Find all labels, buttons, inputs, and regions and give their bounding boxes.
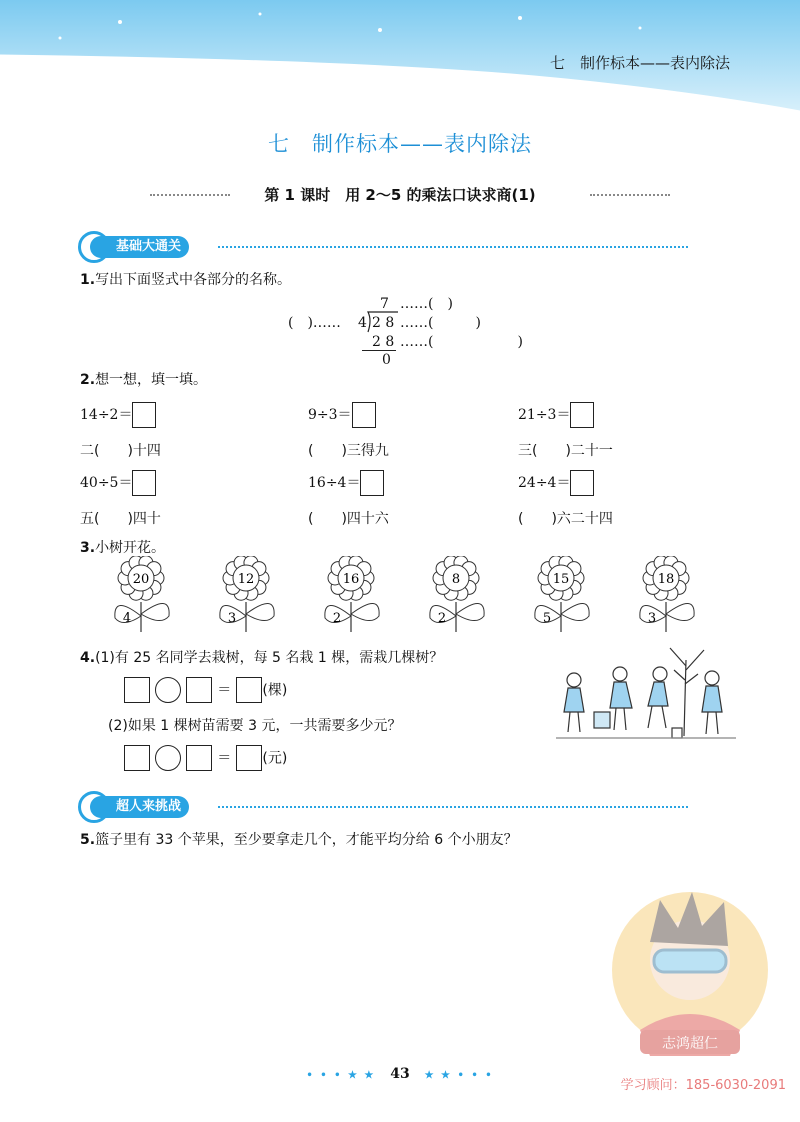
page-number: 43 (390, 1066, 410, 1082)
q2-item-2 (308, 402, 376, 428)
flower-leaf-number: 3 (647, 611, 657, 626)
q2-rhyme-4[interactable]: 五( )四十 (80, 511, 161, 527)
question-text: 写出下面竖式中各部分的名称。 (95, 272, 292, 288)
flower (430, 556, 484, 632)
flower-answer-leaf[interactable] (456, 603, 484, 620)
flower-leaf-number: 4 (122, 611, 132, 626)
answer-box[interactable] (132, 402, 156, 428)
question-number: 2. (80, 372, 96, 388)
flower (115, 556, 169, 632)
q2-item-1 (80, 402, 156, 428)
answer-box[interactable] (352, 402, 376, 428)
q2-rhyme-5[interactable]: ( )四十六 (308, 511, 389, 527)
question-number: 1. (80, 272, 96, 288)
section-basic-label: 基础大通关 (90, 236, 189, 258)
question-number: 4. (80, 650, 96, 666)
quotient: 7 (380, 296, 389, 312)
flower-leaf-number: 3 (227, 611, 237, 626)
section-basic (78, 236, 698, 258)
question-3 (80, 538, 165, 558)
advisor-contact: 学习顾问：185-6030-2091 (620, 1078, 786, 1093)
equation: 9÷3＝ (308, 407, 352, 423)
q2-rhyme-1[interactable]: 二( )十四 (80, 443, 161, 459)
question-4 (80, 648, 443, 668)
equation: 40÷5＝ (80, 475, 133, 491)
answer-box[interactable] (124, 745, 150, 771)
unit-label: (棵) (262, 682, 288, 699)
divider-right (590, 194, 670, 196)
q2-item-3 (518, 402, 594, 428)
answer-box[interactable] (236, 745, 262, 771)
equation: 14÷2＝ (80, 407, 133, 423)
mascot-stamp: 志鸿超仁 (662, 1036, 718, 1052)
divisor-label: ( )…… (288, 315, 341, 331)
question-number: 5. (80, 832, 96, 848)
q4-equation-1 (124, 677, 287, 703)
flower-center-number: 20 (132, 572, 150, 587)
flower-answer-leaf[interactable] (141, 603, 169, 620)
flower-leaf-number: 2 (332, 611, 342, 626)
stars-icon: ★ ★ • • • (424, 1070, 494, 1081)
section-challenge (78, 796, 698, 818)
flower-center-number: 12 (237, 572, 255, 587)
answer-box[interactable] (132, 470, 156, 496)
flower (640, 556, 694, 632)
question-1 (80, 270, 291, 290)
flower-leaf-number: 5 (542, 611, 552, 626)
dividend: 2 8 (372, 315, 395, 331)
flower-center-number: 18 (657, 572, 675, 587)
q4-equation-2 (124, 745, 287, 771)
section-divider (218, 246, 688, 248)
flower-answer-leaf[interactable] (666, 603, 694, 620)
quotient-label: ……( ) (400, 296, 453, 312)
question-text: 小树开花。 (95, 540, 166, 556)
unit-label: (元) (262, 750, 288, 767)
question-number: 3. (80, 540, 96, 556)
question-2 (80, 370, 207, 390)
flower (535, 556, 589, 632)
flower-answer-leaf[interactable] (561, 603, 589, 620)
q2-rhyme-3[interactable]: 三( )二十一 (518, 443, 613, 459)
remainder: 0 (382, 352, 391, 368)
chapter-title: 七 制作标本——表内除法 (268, 132, 532, 156)
q2-rhyme-6[interactable]: ( )六二十四 (518, 511, 613, 527)
chapter-tag: 七 制作标本——表内除法 (549, 54, 730, 72)
answer-box[interactable] (570, 470, 594, 496)
answer-box[interactable] (570, 402, 594, 428)
section-challenge-label: 超人来挑战 (90, 796, 189, 818)
answer-box[interactable] (124, 677, 150, 703)
answer-box[interactable] (360, 470, 384, 496)
operator-circle[interactable] (155, 745, 181, 771)
answer-box[interactable] (186, 745, 212, 771)
equals-sign: ＝ (217, 750, 232, 767)
mascot-watermark (600, 880, 780, 1070)
q2-item-4 (80, 470, 156, 496)
tree-planting-illustration (556, 640, 736, 744)
q4-part2 (108, 716, 401, 736)
equals-sign: ＝ (217, 682, 232, 699)
equation: 16÷4＝ (308, 475, 361, 491)
flower-answer-leaf[interactable] (351, 603, 379, 620)
equation: 24÷4＝ (518, 475, 571, 491)
question-text: 篮子里有 33 个苹果，至少要拿走几个，才能平均分给 6 个小朋友？ (95, 832, 518, 848)
question-5 (80, 830, 518, 850)
flower (220, 556, 274, 632)
question-text: (2)如果 1 棵树苗需要 3 元，一共需要多少元？ (108, 718, 402, 734)
product-label: ……( ) (400, 334, 523, 350)
flower-center-number: 16 (342, 572, 360, 587)
divisor: 4 (358, 315, 367, 331)
section-divider (218, 806, 688, 808)
q2-item-5 (308, 470, 384, 496)
product: 2 8 (372, 334, 395, 350)
question-text: 想一想，填一填。 (95, 372, 208, 388)
question-text: (1)有 25 名同学去栽树，每 5 名栽 1 棵，需栽几棵树？ (95, 650, 444, 666)
long-division (280, 294, 560, 368)
stars-icon: • • • ★ ★ (306, 1070, 376, 1081)
answer-box[interactable] (236, 677, 262, 703)
flower-answer-leaf[interactable] (246, 603, 274, 620)
lesson-title: 第 1 课时 用 2～5 的乘法口诀求商(1) (264, 186, 536, 204)
answer-box[interactable] (186, 677, 212, 703)
flowers-diagram (100, 556, 720, 636)
flower (325, 556, 379, 632)
q2-rhyme-2[interactable]: ( )三得九 (308, 443, 389, 459)
flower-leaf-number: 2 (437, 611, 447, 626)
operator-circle[interactable] (155, 677, 181, 703)
dividend-label: ……( ) (400, 315, 481, 331)
flower-center-number: 15 (552, 572, 570, 587)
flower-center-number: 8 (451, 572, 461, 587)
q2-item-6 (518, 470, 594, 496)
equation: 21÷3＝ (518, 407, 571, 423)
